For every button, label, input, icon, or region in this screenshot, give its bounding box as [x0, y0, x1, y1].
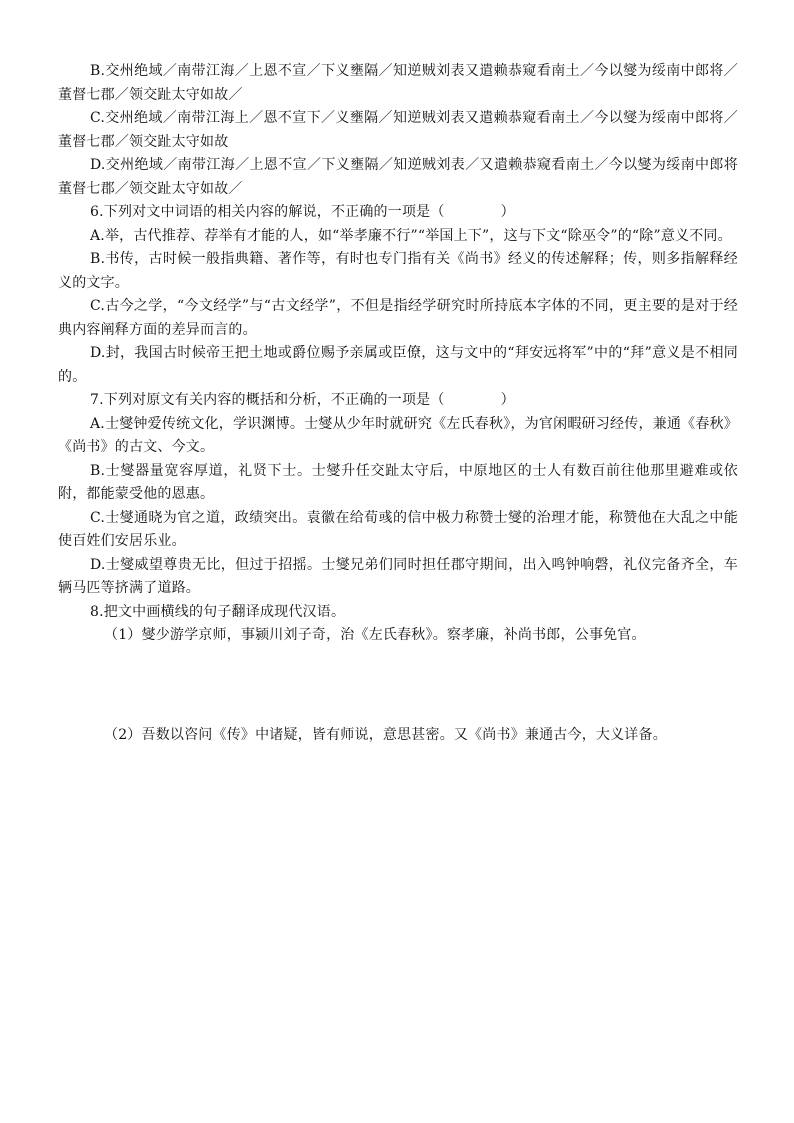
document-content: [58, 60, 738, 747]
q6-option-c: C.古今之学，“今文经学”与“古文经学”，不但是指经学研究时所持底本字体的不同，更主要的是对于经典内容阐释方面的差异而言的。: [58, 298, 738, 338]
q7-stem-text: 7.下列对原文有关内容的概括和分析，不正确的一项是（: [90, 392, 445, 408]
q6-option-a: A.举，古代推荐、荐举有才能的人，如“举孝廉不行”“举国上下”，这与下文“除巫令”的“除”意义不同。: [90, 227, 732, 244]
q6-option-b: B.书传，古时候一般指典籍、著作等，有时也专门指有关《尚书》经义的传述解释；传，则多指解释经义的文字。: [58, 251, 738, 291]
q7-stem: [58, 389, 738, 413]
q7-option-b: B.士燮器量宽容厚道，礼贤下士。士燮升任交趾太守后，中原地区的士人有数百前往他那里避难或依附，都能蒙受他的恩惠。: [58, 462, 738, 502]
q7-option-c: C.士燮通晓为官之道，政绩突出。袁徽在给荀彧的信中极力称赞士燮的治理才能，称赞他在大乱之中能使百姓们安居乐业。: [58, 509, 738, 549]
q8-sentence-1: （1）燮少游学京师，事颍川刘子奇，治《左氏春秋》。察孝廉，补尚书郎，公事免官。: [104, 627, 646, 643]
q5-option-c: C.交州绝域／南带江海上／恩不宣下／义壅隔／知逆贼刘表又遣赖恭窥看南土／今以燮为绥南中郎将／董督七郡／领交趾太守如故: [58, 110, 738, 150]
q6-stem-close: ）: [500, 204, 515, 220]
q8-sentence-2: （2）吾数以咨问《传》中诸疑，皆有师说，意思甚密。又《尚书》兼通古今，大义详备。: [104, 726, 667, 743]
q6-option-d: D.封，我国古时候帝王把土地或爵位赐予亲属或臣僚，这与文中的“拜安远将军”中的“拜”意义是不相同的。: [58, 345, 738, 385]
q8-answer-space-1: [58, 648, 738, 724]
q5-option-b: B.交州绝域／南带江海／上恩不宣／下义壅隔／知逆贼刘表又遣赖恭窥看南土／今以燮为绥南中郎将／董督七郡／领交趾太守如故／: [58, 63, 738, 103]
q7-option-d: D.士燮威望尊贵无比，但过于招摇。士燮兄弟们同时担任郡守期间，出入鸣钟响磬，礼仪完备齐全，车辆马匹等挤满了道路。: [58, 556, 738, 596]
q7-stem-close: ）: [500, 392, 515, 408]
q5-option-d: D.交州绝域／南带江海／上恩不宣／下义壅隔／知逆贼刘表／又遣赖恭窥看南土／今以燮为绥南中郎将董督七郡／领交趾太守如故／: [58, 157, 738, 197]
q6-stem-text: 6.下列对文中词语的相关内容的解说，不正确的一项是（: [90, 204, 445, 220]
q7-option-a: A.士燮钟爱传统文化，学识渊博。士燮从少年时就研究《左氏春秋》，为官闲暇研习经传，兼通《春秋》《尚书》的古文、今文。: [58, 415, 738, 455]
q6-stem: [58, 201, 738, 225]
q8-stem: 8.把文中画横线的句子翻译成现代汉语。: [90, 603, 346, 620]
